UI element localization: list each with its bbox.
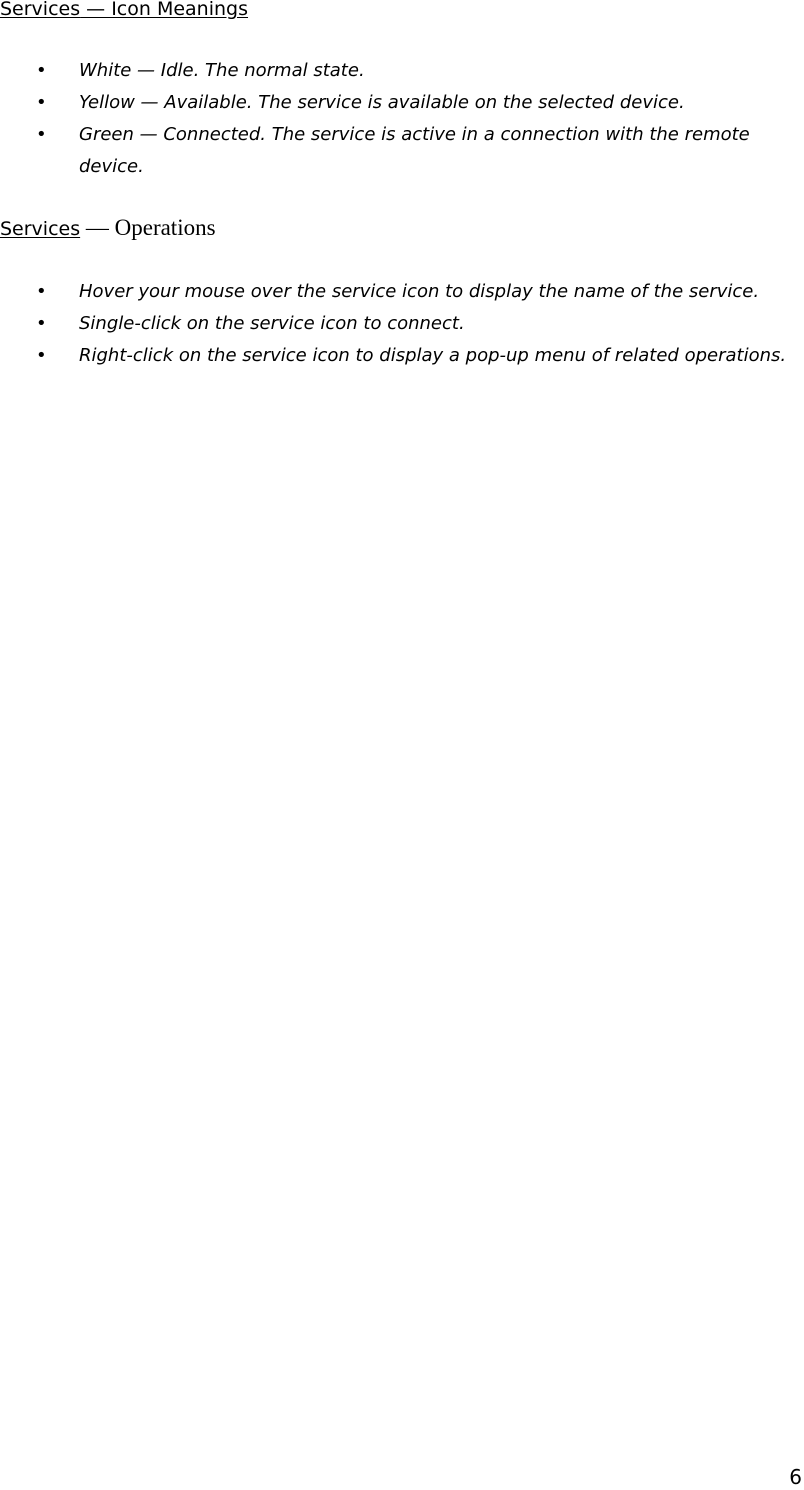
list-item: • White — Idle. The normal state. — [0, 55, 800, 87]
section-heading-icon-meanings — [0, 0, 248, 21]
list-item: • Hover your mouse over the service icon to display the name of the service. — [0, 276, 800, 308]
heading-text: Services — Icon Meanings — [0, 0, 249, 20]
icon-meanings-list — [0, 55, 800, 183]
bullet-icon: • — [36, 124, 47, 145]
page-number: 6 — [789, 1465, 802, 1489]
list-item: • Right-click on the service icon to display a pop-up menu of related operations. — [0, 340, 800, 372]
bullet-icon: • — [36, 92, 47, 113]
list-item: • Green — Connected. The service is active in a connection with the remote device. — [0, 119, 800, 183]
bullet-icon: • — [36, 60, 47, 81]
operations-list — [0, 276, 800, 372]
section-heading-operations — [0, 216, 216, 241]
bullet-icon: • — [36, 313, 47, 334]
list-item: • Single-click on the service icon to connect. — [0, 308, 800, 340]
bullet-icon: • — [36, 345, 47, 366]
heading-link-text: Services — [0, 218, 81, 240]
bullet-icon: • — [36, 281, 47, 302]
heading-text: — Operations — [80, 215, 216, 240]
list-item: • Yellow — Available. The service is available on the selected device. — [0, 87, 800, 119]
